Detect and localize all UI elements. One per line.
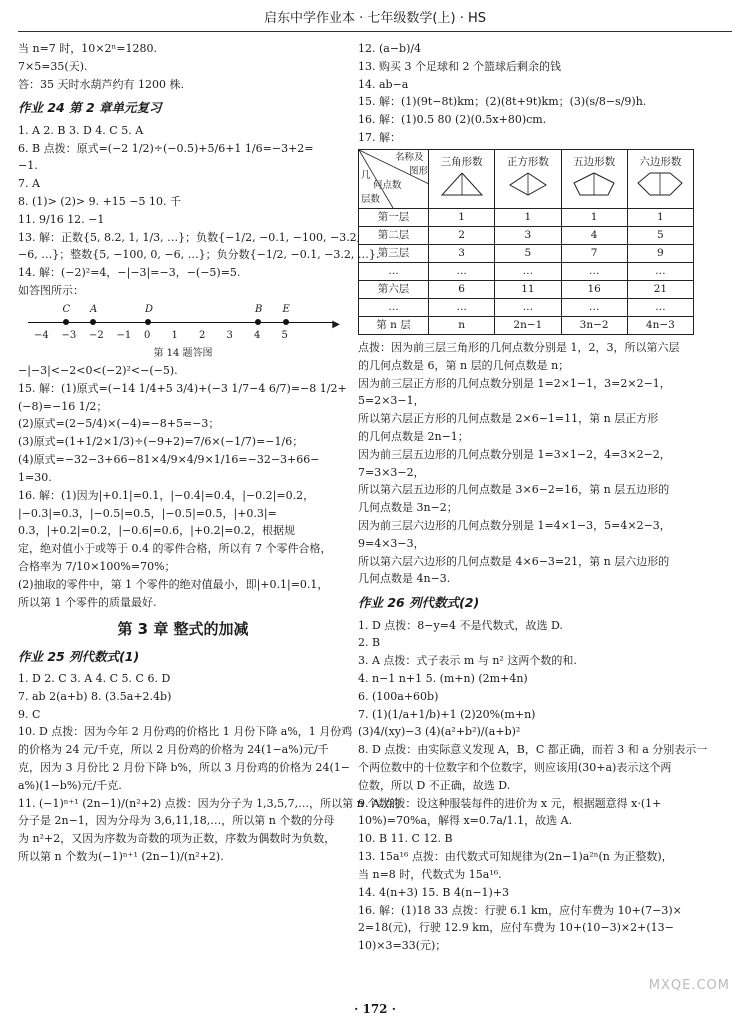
table-cell: 21 <box>627 280 693 298</box>
answer-line: 14. 解：(−2)²=4，−|−3|=−3，−(−5)=5. <box>18 266 241 280</box>
answer-line: 4. n−1 n+1 5. (m+n) (2m+4n) <box>358 671 528 685</box>
answer-line: 14. ab−a <box>358 77 409 91</box>
table-row <box>359 208 694 226</box>
number-line <box>18 302 348 346</box>
table-cell: … <box>561 262 627 280</box>
diagonal-header-label: 何点数 <box>373 179 402 191</box>
answer-line: 所以第 1 个零件的质量最好. <box>18 595 157 609</box>
answer-line: 12. (a−b)/4 <box>358 42 422 55</box>
answer-line: 7×5=35(天). <box>18 59 88 73</box>
geometric-number-table <box>358 149 694 335</box>
answer-line: 16. 解：(1)因为|+0.1|=0.1，|−0.4|=0.4，|−0.2|=0.2， <box>18 488 315 502</box>
answer-line: 17. 解： <box>358 131 401 145</box>
diagonal-header-label: 几 <box>361 169 371 181</box>
number-line-tick: −3 <box>61 329 77 341</box>
triangle-dot-figure-icon <box>434 171 490 197</box>
number-line-tick: 1 <box>171 329 178 341</box>
answer-line: 因为前三层六边形的几何点数分别是 1=4×1−3，5=4×2−3， <box>358 519 671 532</box>
answer-line: 定，绝对值小于或等于 0.4 的零件合格，所以有 7 个零件合格， <box>18 542 332 556</box>
table-cell: 3n−2 <box>561 316 627 334</box>
answer-line: (3)4/(xy)−3 (4)(a²+b²)/(a+b)² <box>358 725 521 739</box>
table-row-label: 第六层 <box>359 280 429 298</box>
answer-line: 几何点数是 4n−3. <box>358 572 451 586</box>
table-row <box>359 226 694 244</box>
watermark: MXQE.COM <box>648 978 730 993</box>
number-line-tick: −4 <box>34 329 49 341</box>
chapter-title: 第 3 章 整式的加减 <box>117 620 249 639</box>
table-cell: 4n−3 <box>627 316 693 334</box>
answer-line: 15. 解：(1)原式=(−14 1/4+5 3/4)+(−3 1/7−4 6/7)=−8 1/2+ <box>18 381 347 395</box>
answer-line: 的几何点数是 2n−1； <box>358 429 469 443</box>
answer-line: 10. B 11. C 12. B <box>358 832 453 846</box>
answer-line: 点拨：因为前三层三角形的几何点数分别是 1，2，3，所以第六层 <box>358 340 680 354</box>
answer-line: 答：35 天时水葫芦约有 1200 株. <box>18 77 184 91</box>
table-diagonal-header <box>359 150 428 208</box>
answer-line: 当 n=7 时，10×2ⁿ=1280. <box>18 42 157 55</box>
answer-line: 所以第六层六边形的几何点数是 4×6−3=21，第 n 层六边形的 <box>358 554 670 568</box>
table-cell: 16 <box>561 280 627 298</box>
number-line-point-label: C <box>62 303 71 315</box>
table-corner-cell <box>359 149 429 208</box>
answer-line: 11. 9/16 12. −1 <box>18 212 105 226</box>
answer-line: 13. 购买 3 个足球和 2 个篮球后剩余的钱 <box>358 59 561 73</box>
answer-line: (2)抽取的零件中，第 1 个零件的绝对值最小，即|+0.1|=0.1， <box>18 577 329 591</box>
answer-line: 7. A <box>18 177 40 191</box>
table-cell: 9 <box>627 244 693 262</box>
answer-line: 7=3×3−2， <box>358 465 425 479</box>
answer-line: 克，因为 3 月份比 2 月份下降 b%，所以 3 月份鸡的价格为 24(1− <box>18 760 350 774</box>
answer-line: 3. A 点拨：式子表示 m 与 n² 这两个数的和. <box>358 654 577 668</box>
number-line-tick: −1 <box>116 329 132 341</box>
number-line-point-label: D <box>145 303 154 315</box>
answer-line: a%)(1−b%)元/千克. <box>18 778 122 792</box>
answer-line: 所以第六层正方形的几何点数是 2×6−1=11，第 n 层正方形 <box>358 412 659 426</box>
answer-line: 16. 解：(1)18 33 点拨：行驶 6.1 km，应付车费为 10+(7−3)× <box>358 903 682 917</box>
section-title: 作业 25 列代数式(1) <box>18 648 140 664</box>
number-line-tick: 2 <box>199 329 206 341</box>
answer-line: 6. (100a+60b) <box>358 689 439 703</box>
answer-line: 11. (−1)ⁿ⁺¹ (2n−1)/(n²+2) 点拨：因为分子为 1,3,5,7,…，所以第 n 个数的 <box>18 796 401 810</box>
answer-line: 14. 4(n+3) 15. B 4(n−1)+3 <box>358 885 510 899</box>
answer-line: 0.3，|+0.2|=0.2，|−0.6|=0.6，|+0.2|=0.2，根据规 <box>18 524 295 538</box>
number-line-point <box>63 319 69 325</box>
number-line-tick: 4 <box>254 329 261 341</box>
number-line-point <box>255 319 261 325</box>
table-cell: n <box>429 316 495 334</box>
table-row-label: 第一层 <box>359 208 429 226</box>
right-top-answers <box>358 40 730 147</box>
table-cell: 2 <box>429 226 495 244</box>
number-line-point <box>145 319 151 325</box>
answer-line: 1. D 2. C 3. A 4. C 5. C 6. D <box>18 671 171 685</box>
number-line-point <box>283 319 289 325</box>
table-row <box>359 244 694 262</box>
answer-line: 位数，所以 D 不正确，故选 D. <box>358 778 511 792</box>
number-line-arrow: ▶ <box>332 318 340 330</box>
table-head-cell <box>495 149 561 208</box>
table-cell: 1 <box>429 208 495 226</box>
answer-line: 1=30. <box>18 470 52 484</box>
table-row-label: 第三层 <box>359 244 429 262</box>
diagonal-header-label: 层数 <box>361 193 381 205</box>
table-cell: 1 <box>561 208 627 226</box>
table-row <box>359 280 694 298</box>
answer-line: 5=2×3−1， <box>358 394 425 408</box>
answer-line: 当 n=8 时，代数式为 15a¹⁶. <box>358 867 502 881</box>
table-cell: … <box>561 298 627 316</box>
table-row <box>359 316 694 334</box>
table-row-label: … <box>359 262 429 280</box>
table-head-cell <box>429 149 495 208</box>
table-cell: 2n−1 <box>495 316 561 334</box>
answer-line: −|−3|<−2<0<(−2)²<−(−5). <box>18 364 178 377</box>
answer-line: 9. A 点拨：设这种服装每件的进价为 x 元，根据题意得 x·(1+ <box>358 796 662 810</box>
table-cell: 6 <box>429 280 495 298</box>
answer-line: −6, …}；整数{5, −100, 0, −6, …}；负分数{−1/2, −0.1, −3.2, …}. <box>18 248 380 262</box>
answer-line: 10)×3=33(元)； <box>358 939 447 953</box>
answer-line: (−8)=−16 1/2； <box>18 399 108 413</box>
table-cell: … <box>495 262 561 280</box>
table-row <box>359 262 694 280</box>
table-header-row <box>359 149 694 208</box>
answer-line: 分子是 2n−1，因为分母为 3,6,11,18,…，所以第 n 个数的分母 <box>18 814 335 828</box>
answer-line: 13. 解：正数{5, 8.2, 1, 1/3, …}；负数{−1/2, −0.1, −100, −3.2, <box>18 230 361 244</box>
square-dot-figure-icon <box>500 171 556 197</box>
table-cell: … <box>429 298 495 316</box>
answer-line: (3)原式=(1+1/2×1/3)÷(−9+2)=7/6×(−1/7)=−1/6； <box>18 435 304 449</box>
table-cell: 3 <box>429 244 495 262</box>
answer-line: 因为前三层正方形的几何点数分别是 1=2×1−1，3=2×2−1， <box>358 376 671 390</box>
number-line-tick: −2 <box>89 329 104 341</box>
answer-line: 10. D 点拨：因为今年 2 月份鸡的价格比 1 月份下降 a%，1 月份鸡 <box>18 725 353 739</box>
answer-line: 1. D 点拨：8−y=4 不是代数式，故选 D. <box>358 618 563 632</box>
hexagon-dot-figure-icon <box>632 171 688 197</box>
table-head-cell <box>627 149 693 208</box>
diagonal-header-label: 名称及 <box>395 151 424 163</box>
answer-line: 为 n²+2，又因为序数为奇数的项为正数，序数为偶数时为负数， <box>18 832 336 846</box>
figure-caption: 第 14 题答图 <box>153 347 213 359</box>
table-cell: 1 <box>627 208 693 226</box>
table-cell: … <box>495 298 561 316</box>
table-cell: 4 <box>561 226 627 244</box>
answer-line: 15. 解：(1)(9t−8t)km；(2)(8t+9t)km；(3)(s/8−s/9)h. <box>358 95 647 109</box>
answer-line: 几何点数是 3n−2； <box>358 501 458 515</box>
answer-line: (4)原式=−32−3+66−81×4/9×4/9×1/16=−32−3+66− <box>18 453 320 467</box>
answer-line: −1. <box>18 159 38 173</box>
table-row-label: … <box>359 298 429 316</box>
table-cell: 1 <box>495 208 561 226</box>
answer-line: 的价格为 24 元/千克，所以 2 月份鸡的价格为 24(1−a%)元/千 <box>18 743 329 757</box>
table-cell: 7 <box>561 244 627 262</box>
right-column <box>358 40 730 955</box>
page-header: 启东中学作业本 · 七年级数学(上) · HS <box>18 6 732 32</box>
answer-line: 8. D 点拨：由实际意义发现 A，B，C 都正确，而若 3 和 a 分别表示一 <box>358 743 708 757</box>
table-head-label: 三角形数 <box>440 156 483 169</box>
answer-line: 的几何点数是 6，第 n 层的几何点数是 n； <box>358 358 570 372</box>
answer-line: 2. B <box>358 636 381 650</box>
table-cell: 11 <box>495 280 561 298</box>
answer-line: 所以第 n 个数为(−1)ⁿ⁺¹ (2n−1)/(n²+2). <box>18 850 224 864</box>
table-cell: … <box>429 262 495 280</box>
answer-line: 个两位数中的十位数字和个位数字，则应该用(30+a)表示这个两 <box>358 761 672 774</box>
answer-line: 因为前三层五边形的几何点数分别是 1=3×1−2，4=3×2−2， <box>358 447 671 461</box>
number-line-point-label: A <box>90 303 98 315</box>
table-row-label: 第 n 层 <box>359 316 429 334</box>
answer-line: 7. (1)(1/a+1/b)+1 (2)20%(m+n) <box>358 707 536 721</box>
table-cell: 5 <box>627 226 693 244</box>
page-number: · 172 · <box>354 1002 396 1016</box>
pentagon-dot-figure-icon <box>566 171 622 197</box>
table-cell: 5 <box>495 244 561 262</box>
table-cell: … <box>627 298 693 316</box>
table-head-label: 六边形数 <box>639 156 682 169</box>
table-cell: 3 <box>495 226 561 244</box>
diagonal-header-label: 图形 <box>409 165 429 177</box>
answer-line: 7. ab 2(a+b) 8. (3.5a+2.4b) <box>18 689 172 703</box>
answer-line: 1. A 2. B 3. D 4. C 5. A <box>18 123 144 137</box>
table-head-cell <box>561 149 627 208</box>
answer-line: 2=18(元)，行驶 12.9 km，应付车费为 10+(10−3)×2+(13− <box>358 921 674 935</box>
answer-line: 8. (1)> (2)> 9. +15 −5 10. 千 <box>18 194 181 208</box>
answer-line: 10%)=70%a，解得 x=0.7a/1.1，故选 A. <box>358 814 573 828</box>
table-head-label: 五边形数 <box>573 156 616 169</box>
answer-line: (2)原式=(2−5/4)×(−4)=−8+5=−3； <box>18 417 220 431</box>
number-line-point <box>90 319 96 325</box>
answer-line: 如答图所示： <box>18 284 84 297</box>
section-title: 作业 24 第 2 章单元复习 <box>18 100 162 116</box>
right-bottom-answers <box>358 339 730 955</box>
table-head-label: 正方形数 <box>506 156 549 169</box>
number-line-point-label: B <box>255 303 263 315</box>
number-line-tick: 0 <box>144 329 151 341</box>
table-row-label: 第二层 <box>359 226 429 244</box>
answer-line: 13. 15a¹⁶ 点拨：由代数式可知规律为(2n−1)a²ⁿ(n 为正整数)， <box>358 850 673 864</box>
number-line-point-label: E <box>282 303 290 315</box>
answer-line: 合格率为 7/10×100%=70%； <box>18 559 176 573</box>
answer-line: 16. 解：(1)0.5 80 (2)(0.5x+80)cm. <box>358 113 547 127</box>
answer-line: 所以第六层五边形的几何点数是 3×6−2=16，第 n 层五边形的 <box>358 483 670 497</box>
table-row <box>359 298 694 316</box>
answer-line: 9. C <box>18 707 41 721</box>
section-title: 作业 26 列代数式(2) <box>358 595 480 611</box>
answer-line: 9=4×3−3， <box>358 536 425 550</box>
number-line-tick: 5 <box>281 329 288 341</box>
table-cell: … <box>627 262 693 280</box>
number-line-tick: 3 <box>226 329 233 341</box>
answer-line: |−0.3|=0.3，|−0.5|=0.5，|−0.5|=0.5，|+0.3|= <box>18 506 277 520</box>
answer-line: 6. B 点拨：原式=(−2 1/2)÷(−0.5)+5/6+1 1/6=−3+2= <box>18 141 314 155</box>
